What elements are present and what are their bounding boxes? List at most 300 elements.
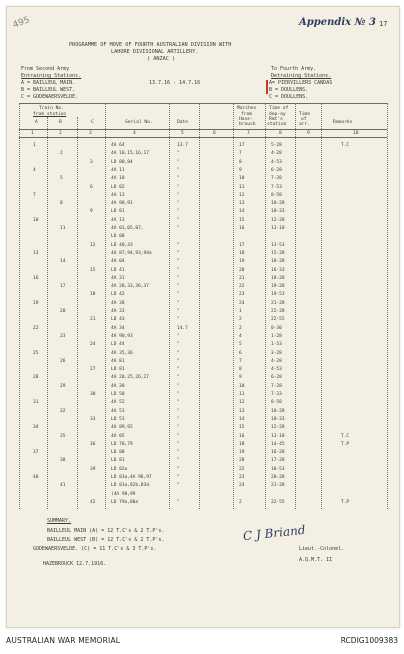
cell-train-c: 6 (90, 184, 93, 190)
table-row (7, 367, 399, 373)
header-marches-1: Marches (237, 106, 257, 111)
cell-dep-time: 10-28 (271, 408, 285, 414)
table-row (7, 218, 399, 224)
cell-dep-time: 6-28 (271, 375, 282, 381)
cell-dep-time: 16-28 (271, 450, 285, 456)
cell-date: " (177, 167, 180, 173)
cell-serial: 4A 64 (111, 143, 125, 148)
cell-serial: LD 81 (111, 367, 125, 373)
cell-date: " (177, 383, 180, 389)
cell-dep-time: 20-28 (271, 475, 285, 480)
table-row (7, 492, 399, 498)
cell-dep-time: 10-33 (271, 209, 285, 215)
cell-dep-time: 5-28 (271, 143, 282, 148)
cell-marches: 15 (239, 217, 245, 223)
cell-date: " (177, 176, 180, 182)
title-line-2: LAHORE DIVISIONAL ARTILLERY. (111, 49, 199, 55)
cell-date: " (177, 416, 180, 422)
cell-serial: LD 82a (111, 466, 128, 472)
cell-dep-time: 22-55 (271, 499, 285, 505)
cell-train-c: 33 (90, 416, 96, 422)
place-date: HAZEBROUCK 12.7.1916. (43, 561, 107, 567)
cell-marches: 23 (239, 292, 245, 298)
cell-date: " (177, 309, 180, 314)
cell-date: " (177, 284, 180, 290)
cell-marches: 2 (239, 325, 242, 331)
cell-date: " (177, 475, 180, 480)
to-stations-label: Detraining Stations. (271, 73, 332, 79)
cell-train-a: 37 (33, 450, 39, 456)
cell-date: 14.7 (177, 325, 188, 331)
header-col-b: B (59, 120, 62, 125)
cell-serial: 4A 90,93 (111, 333, 133, 339)
cell-marches: 1 (239, 309, 242, 314)
cell-dep-time: 4-53 (271, 367, 282, 373)
cell-marches: 24 (239, 300, 245, 306)
cell-marches: 15 (239, 425, 245, 431)
cell-serial: 4A 89,92 (111, 425, 133, 431)
cell-train-b: 17 (60, 284, 66, 290)
cell-train-a: 13 (33, 250, 39, 256)
table-row (7, 251, 399, 257)
header-marches-3: Hase- (239, 117, 253, 122)
cell-date: " (177, 392, 180, 397)
signature-handwritten: C J Briand (242, 522, 307, 544)
column-number: 8 (279, 131, 282, 136)
dates: 13.7.16 - 14.7.16 (149, 80, 201, 86)
cell-train-c: 15 (90, 267, 96, 273)
cell-dep-time: 22-55 (271, 317, 285, 323)
cell-dep-time: 19-53 (271, 292, 285, 298)
table-row (7, 234, 399, 240)
to-station-a: A= PIERVILLERS CANDAS (269, 80, 333, 86)
cell-train-c: 3 (90, 159, 93, 165)
header-time-dep-1: Time of (269, 106, 289, 111)
cell-marches: 8 (239, 367, 242, 373)
cell-date: " (177, 483, 180, 489)
table-row (7, 151, 399, 157)
column-number: 9 (307, 131, 310, 136)
table-row (7, 450, 399, 456)
cell-train-a: 1 (33, 143, 36, 148)
cell-train-b: 11 (60, 226, 66, 231)
cell-marches: 23 (239, 475, 245, 480)
cell-serial: LD 81 (111, 458, 125, 464)
cell-serial: LD 53 (111, 416, 125, 422)
header-remarks: Remarks (333, 120, 353, 125)
cell-serial: LD 78,79 (111, 441, 133, 447)
cell-train-c: 18 (90, 292, 96, 298)
cell-date: " (177, 433, 180, 439)
cell-marches: 19 (239, 450, 245, 456)
cell-marches: 24 (239, 483, 245, 489)
cell-dep-time: 21-28 (271, 483, 285, 489)
table-row (7, 458, 399, 464)
cell-serial: 4A 52 (111, 400, 125, 406)
cell-train-a: 25 (33, 350, 39, 356)
cell-marches: 2 (239, 317, 242, 323)
cell-train-c: 9 (90, 209, 93, 215)
table-row (7, 483, 399, 489)
cell-serial: 4A 13 (111, 217, 125, 223)
cell-dep-time: 7-33 (271, 392, 282, 397)
cell-marches: 10 (239, 383, 245, 389)
page-number: 17 (379, 20, 388, 28)
summary-line-2: BAILLEUL WEST (B) = 12 T.C's & 2 T.P's. (47, 537, 165, 543)
table-row (7, 168, 399, 174)
cell-remarks: T.P (341, 441, 350, 447)
cell-date: " (177, 458, 180, 464)
cell-date: " (177, 275, 180, 281)
header-time-arr-2: of (301, 117, 307, 122)
cell-train-a: 4 (33, 167, 36, 173)
cell-train-c: 42 (90, 499, 96, 505)
cell-serial: 4A 10 (111, 176, 125, 182)
cell-serial: 4A 81 (111, 358, 125, 364)
column-number: 7 (247, 131, 250, 136)
cell-date: " (177, 450, 180, 456)
cell-marches: 21 (239, 275, 245, 281)
cell-marches: 14 (239, 209, 245, 215)
header-train-no: Train No. (39, 106, 64, 111)
from-station-a: A = BAILLEUL MAIN. (21, 80, 76, 86)
cell-remarks: T.P (341, 499, 350, 505)
header-number-rule (19, 129, 387, 130)
cell-date: " (177, 333, 180, 339)
table-row (7, 284, 399, 290)
table-row (7, 342, 399, 348)
cell-dep-time: 18-53 (271, 466, 285, 472)
cell-dep-time: 14-45 (271, 441, 285, 447)
to-station-c: C = DOULLENS. (269, 94, 309, 100)
corner-pencil-note: 495 (11, 15, 32, 31)
cell-marches: 13 (239, 201, 245, 207)
cell-date: " (177, 408, 180, 414)
table-row (7, 442, 399, 448)
header-time-dep-2: dep-ay (269, 112, 286, 117)
cell-marches: 18 (239, 250, 245, 256)
cell-date: " (177, 499, 180, 505)
cell-train-b: 29 (60, 383, 66, 389)
cell-serial: 4A 33 (111, 309, 125, 314)
cell-serial: LD 40,43 (111, 242, 133, 248)
cell-marches: 19 (239, 259, 245, 265)
cell-date: " (177, 201, 180, 207)
header-time-arr-3: arr. (299, 122, 311, 127)
table-row (7, 326, 399, 332)
cell-marches: 11 (239, 184, 245, 190)
cell-train-c: 12 (90, 242, 96, 248)
cell-marches: 17 (239, 242, 245, 248)
table-row (7, 359, 399, 365)
header-time-dep-4: station (267, 122, 287, 127)
table-row (7, 292, 399, 298)
cell-date: " (177, 226, 180, 231)
cell-dep-time: 15-28 (271, 250, 285, 256)
cell-dep-time: 7-28 (271, 176, 282, 182)
cell-dep-time: 3-28 (271, 350, 282, 356)
signature-title: A.Q.M.T. II (299, 557, 333, 563)
cell-dep-time: 17-28 (271, 458, 285, 464)
header-from-station: from station (33, 112, 67, 117)
cell-train-c: 21 (90, 317, 96, 323)
cell-serial: LD 43 (111, 317, 125, 323)
cell-dep-time: 6-28 (271, 167, 282, 173)
cell-date: " (177, 159, 180, 165)
cell-marches: 16 (239, 226, 245, 231)
column-number: 2 (59, 131, 62, 136)
cell-marches: 10 (239, 176, 245, 182)
title-line-1: PROGRAMME OF MOVE OF FOURTH AUSTRALIAN DIVISION WITH (69, 42, 232, 48)
cell-date: " (177, 466, 180, 472)
cell-marches: 22 (239, 466, 245, 472)
header-marches-4: brouck (239, 122, 256, 127)
table-row (7, 384, 399, 390)
header-marches-2: from (241, 112, 253, 117)
table-row (7, 500, 399, 506)
cell-dep-time: 13-10 (271, 226, 285, 231)
cell-dep-time: 0-30 (271, 325, 282, 331)
table-row (7, 351, 399, 357)
cell-serial: 4A 53 (111, 408, 125, 414)
cell-serial: LD 81 (111, 209, 125, 215)
table-row (7, 160, 399, 166)
cell-marches: 7 (239, 151, 242, 157)
cell-dep-time: 10-33 (271, 416, 285, 422)
cell-date: " (177, 367, 180, 373)
cell-date: " (177, 358, 180, 364)
cell-serial: LD 81a,82b,83d (111, 483, 149, 489)
table-row (7, 475, 399, 481)
table-row (7, 259, 399, 265)
cell-serial: 4A 38 (111, 300, 125, 306)
cell-marches: 8 (239, 159, 242, 165)
column-number: 1 (31, 131, 34, 136)
cell-marches: 11 (239, 392, 245, 397)
table-row (7, 409, 399, 415)
cell-train-b: 5 (60, 176, 63, 182)
cell-train-c: 39 (90, 466, 96, 472)
cell-serial: LD 83a,4A 96,97 (111, 475, 152, 480)
table-row (7, 185, 399, 191)
cell-serial: 4A 35,36 (111, 350, 133, 356)
cell-serial: 4A 31 (111, 275, 125, 281)
cell-marches: 20 (239, 267, 245, 273)
cell-dep-time: 13-53 (271, 242, 285, 248)
table-top-rule (19, 103, 387, 104)
cell-train-c: 27 (90, 367, 96, 373)
cell-dep-time: 8-58 (271, 400, 282, 406)
summary-heading: SUMMARY. (47, 518, 72, 524)
cell-marches: 13 (239, 408, 245, 414)
cell-serial: 4A 01,05,07, (111, 226, 144, 231)
cell-serial: 4A 34 (111, 325, 125, 331)
table-row (7, 193, 399, 199)
cell-dep-time: 16-33 (271, 267, 285, 273)
cell-serial: 4A 20,25,26,27 (111, 375, 149, 381)
cell-dep-time: 1-53 (271, 342, 282, 348)
table-row (7, 334, 399, 340)
cell-train-c: 36 (90, 441, 96, 447)
red-margin-mark (266, 80, 268, 94)
table-row (7, 309, 399, 315)
cell-date: " (177, 259, 180, 265)
footer-archive-name: AUSTRALIAN WAR MEMORIAL (6, 636, 121, 645)
cell-train-a: 16 (33, 275, 39, 281)
table-row (7, 276, 399, 282)
cell-marches: 17 (239, 143, 245, 148)
cell-marches: 4 (239, 333, 242, 339)
cell-date: " (177, 350, 180, 356)
cell-date: " (177, 192, 180, 198)
header-date: Date (177, 120, 189, 125)
cell-train-b: 20 (60, 309, 66, 314)
cell-serial: LD 08 (111, 234, 125, 240)
cell-dep-time: 22-28 (271, 309, 285, 314)
cell-train-a: 19 (33, 300, 39, 306)
cell-marches: 22 (239, 284, 245, 290)
column-number: 6 (213, 131, 216, 136)
table-row (7, 400, 399, 406)
cell-serial: 4A 98,91 (111, 201, 133, 207)
header-serial: Serial No. (125, 120, 153, 125)
cell-date: " (177, 375, 180, 381)
cell-date: " (177, 267, 180, 273)
column-number: 4 (133, 131, 136, 136)
header-bottom-rule (19, 137, 387, 138)
cell-train-a: 22 (33, 325, 39, 331)
cell-train-b: 8 (60, 201, 63, 207)
cell-train-a: 40 (33, 475, 39, 480)
cell-serial: LD 80,84 (111, 159, 133, 165)
cell-date: " (177, 342, 180, 348)
cell-serial: LD 44 (111, 342, 125, 348)
cell-dep-time: 7-28 (271, 383, 282, 389)
cell-serial: LD 79a,80a (111, 499, 139, 505)
cell-train-b: 14 (60, 259, 66, 265)
summary-line-3: GODEWAERSVELDE. (C) = 11 T.C's & 3 T.P's. (33, 546, 157, 552)
table-row (7, 317, 399, 323)
cell-date: " (177, 151, 180, 157)
cell-serial: 4A 20,33,36,37 (111, 284, 149, 290)
from-station-b: B = BAILLEUL WEST. (21, 87, 76, 93)
cell-train-a: 28 (33, 375, 39, 381)
cell-serial: 4A 38 (111, 383, 125, 389)
cell-remarks: T.C (341, 433, 350, 439)
column-number: 5 (181, 131, 184, 136)
cell-train-b: 23 (60, 333, 66, 339)
cell-train-b: 35 (60, 433, 66, 439)
cell-train-b: 32 (60, 408, 66, 414)
cell-dep-time: 13-18 (271, 433, 285, 439)
cell-dep-time: 8-58 (271, 192, 282, 198)
cell-marches: 9 (239, 375, 242, 381)
cell-date: " (177, 400, 180, 406)
to-station-b: B = DOULLENS. (269, 87, 309, 93)
cell-train-b: 26 (60, 358, 66, 364)
summary-line-1: BAILLEUL MAIN (A) = 12 T.C's & 2 T.P's. (47, 528, 165, 534)
cell-dep-time: 4-53 (271, 159, 282, 165)
column-number: 10 (353, 131, 359, 136)
cell-date: " (177, 317, 180, 323)
cell-date: " (177, 209, 180, 215)
cell-train-b: 38 (60, 458, 66, 464)
cell-date: " (177, 292, 180, 298)
archive-footer (0, 632, 404, 654)
column-number: 3 (89, 131, 92, 136)
cell-train-c: 30 (90, 392, 96, 397)
table-row (7, 201, 399, 207)
cell-train-a: 7 (33, 192, 36, 198)
cell-serial: LD 50 (111, 392, 125, 397)
cell-dep-time: 1-28 (271, 333, 282, 339)
from-station-c: C = GODEWAERSVELDE. (21, 94, 79, 100)
cell-date: " (177, 250, 180, 256)
cell-marches: 5 (239, 342, 242, 348)
cell-date: 13.7 (177, 143, 188, 148)
from-label: From Second Army (21, 66, 70, 72)
appendix-note: Appendix № 3 (299, 17, 376, 28)
table-row (7, 392, 399, 398)
table-row (7, 268, 399, 274)
cell-serial: 4A 13 (111, 192, 125, 198)
cell-serial: 4A 11 (111, 167, 125, 173)
document-page (6, 6, 400, 628)
cell-marches: 12 (239, 192, 245, 198)
cell-date: " (177, 184, 180, 190)
cell-train-b: 2 (60, 151, 63, 157)
cell-dep-time: 7-53 (271, 184, 282, 190)
table-row (7, 425, 399, 431)
cell-serial: LD 41 (111, 267, 125, 273)
header-col-a: A (35, 120, 38, 125)
cell-train-c: 24 (90, 342, 96, 348)
title-line-3: ( ANZAC ) (147, 56, 176, 62)
cell-dep-time: 4-28 (271, 151, 282, 157)
cell-dep-time: 12-28 (271, 425, 285, 431)
cell-serial: LD 42 (111, 292, 125, 298)
cell-dep-time: 4-28 (271, 358, 282, 364)
footer-record-id: RCDIG1009383 (340, 636, 398, 645)
table-row (7, 143, 399, 149)
table-row (7, 467, 399, 473)
cell-marches: 12 (239, 400, 245, 406)
table-row (7, 375, 399, 381)
cell-dep-time: 12-28 (271, 217, 285, 223)
cell-remarks: T.C (341, 143, 350, 148)
cell-serial: 4A 87,94,93,94a (111, 250, 152, 256)
cell-serial: 4A 05 (111, 433, 125, 439)
from-stations-label: Entraining Stations. (21, 73, 82, 79)
header-time-arr-1: Time (299, 112, 311, 117)
cell-date: " (177, 425, 180, 431)
cell-train-a: 34 (33, 425, 39, 431)
cell-serial: LD 82 (111, 184, 125, 190)
header-time-dep-3: Rmt's (269, 117, 283, 122)
cell-dep-time: 18-28 (271, 259, 285, 265)
cell-train-a: 10 (33, 217, 39, 223)
cell-date: " (177, 441, 180, 447)
cell-marches: 2 (239, 499, 242, 505)
cell-marches: 16 (239, 433, 245, 439)
cell-date: " (177, 242, 180, 248)
cell-serial: 4A 10,15,16,17 (111, 151, 149, 157)
cell-dep-time: 10-28 (271, 201, 285, 207)
table-row (7, 226, 399, 232)
cell-date: " (177, 217, 180, 223)
cell-serial: (4A 98,99 (111, 491, 136, 497)
cell-marches: 7 (239, 358, 242, 364)
